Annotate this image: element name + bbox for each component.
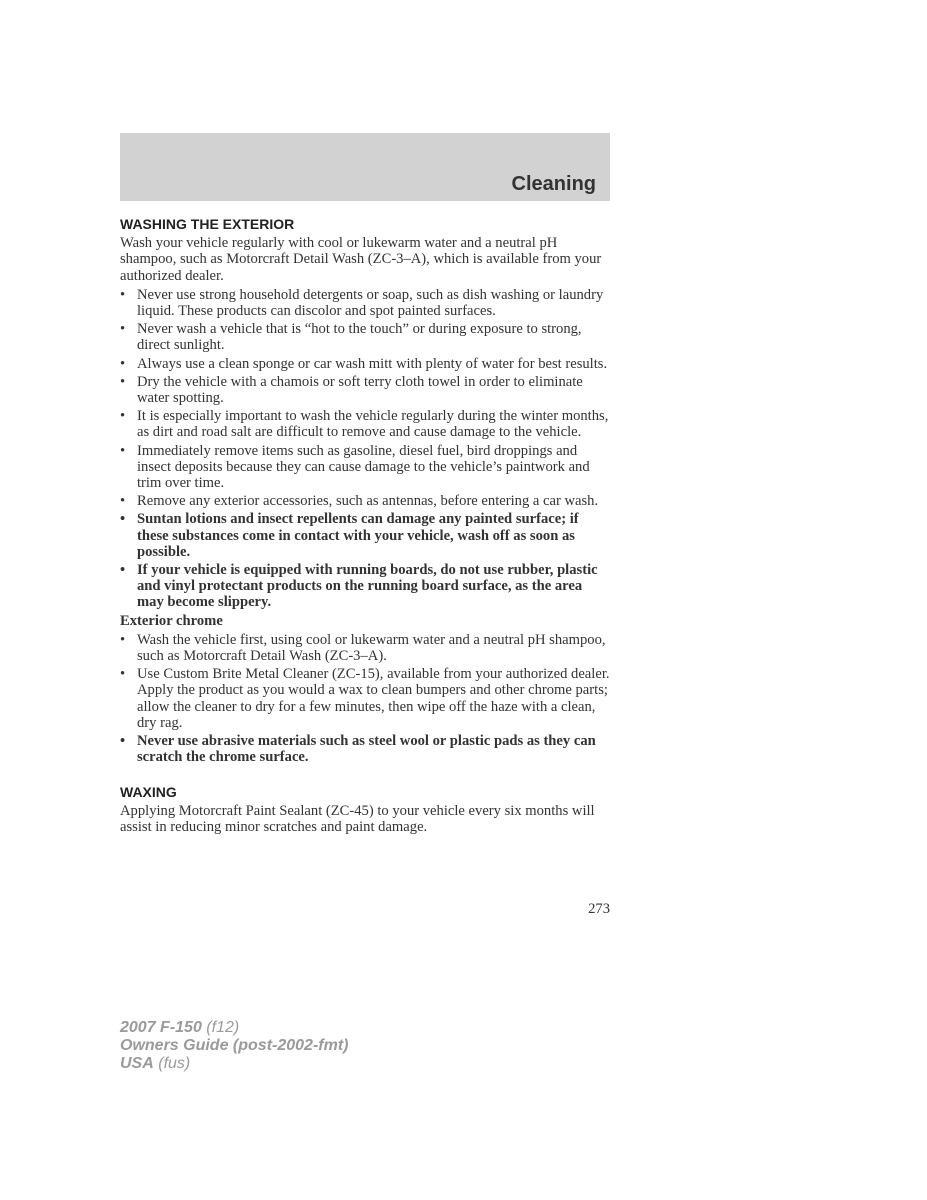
document-footer xyxy=(120,1019,348,1073)
warning-list-item: • If your vehicle is equipped with running boards, do not use rubber, plastic and vinyl protectant products on the running board surface, as the area may become slippery. xyxy=(120,562,610,611)
washing-intro-paragraph: Wash your vehicle regularly with cool or lukewarm water and a neutral pH shampoo, such as Motorcraft Detail Wash (ZC-3–A), which is available from your authorized dealer. xyxy=(120,235,602,284)
footer-market: USA xyxy=(120,1055,154,1072)
list-item: • Always use a clean sponge or car wash mitt with plenty of water for best results. xyxy=(120,356,610,372)
footer-model-code: (f12) xyxy=(206,1019,240,1036)
list-item: • Remove any exterior accessories, such as antennas, before entering a car wash. xyxy=(120,493,610,509)
warning-list-item: • Never use abrasive materials such as steel wool or plastic pads as they can scratch the chrome surface. xyxy=(120,733,610,765)
page-content xyxy=(120,214,610,835)
list-item: • Immediately remove items such as gasoline, diesel fuel, bird droppings and insect deposits because they can cause damage to the vehicle’s paintwork and trim over time. xyxy=(120,443,610,492)
washing-exterior-heading: WASHING THE EXTERIOR xyxy=(120,216,295,232)
footer-line-model xyxy=(120,1019,348,1037)
footer-line-market xyxy=(120,1055,348,1073)
footer-guide: Owners Guide (post-2002-fmt) xyxy=(120,1037,349,1054)
page-number: 273 xyxy=(588,901,610,917)
list-item: • Never use strong household detergents or soap, such as dish washing or laundry liquid. These products can discolor and spot painted surfaces. xyxy=(120,287,610,319)
list-item: • It is especially important to wash the vehicle regularly during the winter months, as dirt and road salt are difficult to remove and cause damage to the vehicle. xyxy=(120,408,610,440)
section-header-band xyxy=(120,133,610,201)
list-item: • Wash the vehicle first, using cool or lukewarm water and a neutral pH shampoo, such as Motorcraft Detail Wash (ZC-3–A). xyxy=(120,632,610,664)
waxing-heading: WAXING xyxy=(120,783,177,800)
exterior-chrome-subheading: Exterior chrome xyxy=(120,612,223,629)
washing-bullet-list xyxy=(120,287,610,611)
footer-model: 2007 F-150 xyxy=(120,1019,202,1036)
waxing-paragraph: Applying Motorcraft Paint Sealant (ZC-45) to your vehicle every six months will assist in reducing minor scratches and paint damage. xyxy=(120,802,595,835)
list-item: • Use Custom Brite Metal Cleaner (ZC-15), available from your authorized dealer. Apply the product as you would a wax to clean bumpers and other chrome parts; allow the cleaner to dry for a few minutes, then wipe off the haze with a clean, dry rag. xyxy=(120,666,610,731)
list-item: • Never wash a vehicle that is “hot to the touch” or during exposure to strong, direct sunlight. xyxy=(120,321,610,353)
footer-market-code: (fus) xyxy=(158,1055,191,1072)
warning-list-item: • Suntan lotions and insect repellents can damage any painted surface; if these substances come in contact with your vehicle, wash off as soon as possible. xyxy=(120,511,610,560)
section-title: Cleaning xyxy=(511,173,596,195)
footer-line-guide xyxy=(120,1037,348,1055)
list-item: • Dry the vehicle with a chamois or soft terry cloth towel in order to eliminate water spotting. xyxy=(120,374,610,406)
chrome-bullet-list xyxy=(120,632,610,766)
